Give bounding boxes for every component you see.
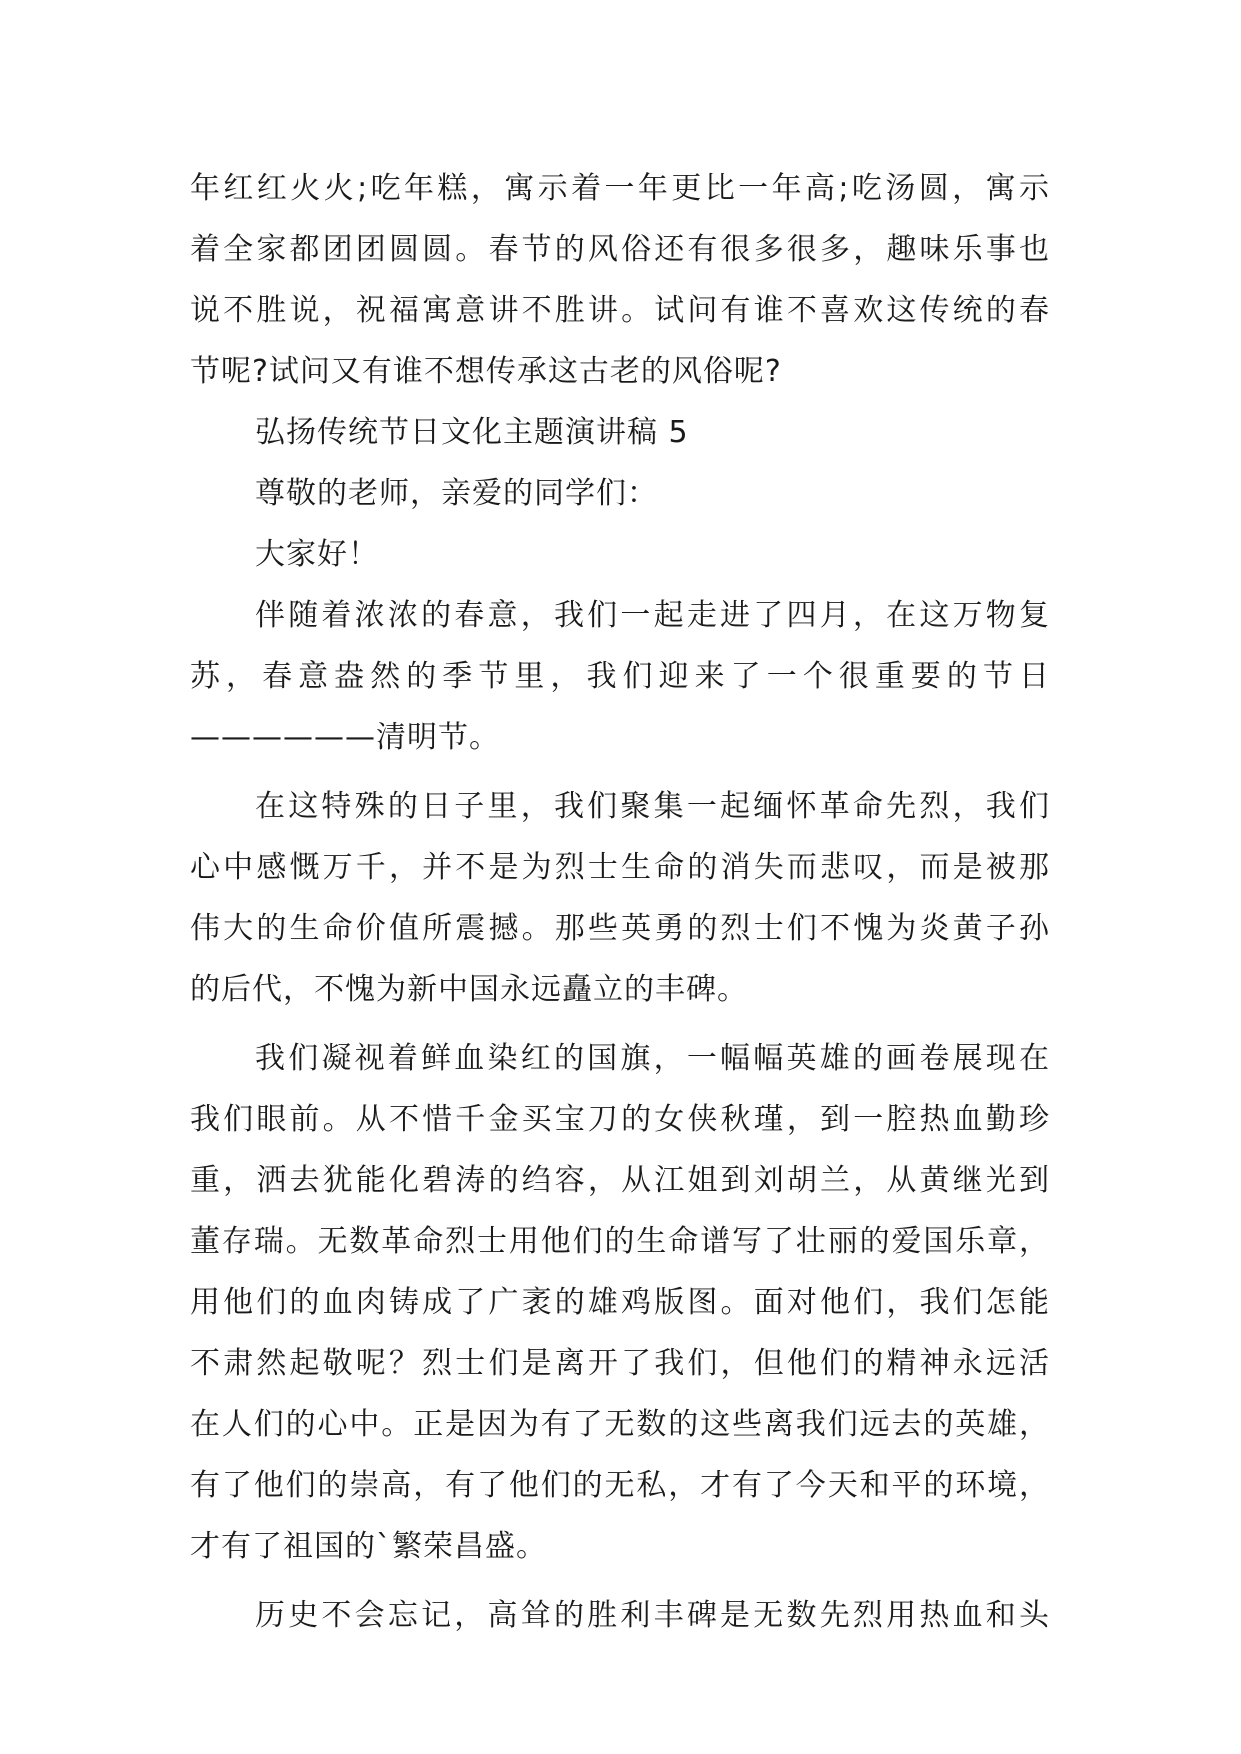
- paragraph-line: 苏，春意盎然的季节里，我们迎来了一个很重要的节日: [190, 659, 1050, 694]
- body-line: 节呢?试问又有谁不想传承这古老的风俗呢?: [190, 354, 782, 389]
- paragraph-line: 我们凝视着鲜血染红的国旗，一幅幅英雄的画卷展现在: [255, 1041, 1050, 1076]
- paragraph-line: 用他们的血肉铸成了广袤的雄鸡版图。面对他们，我们怎能: [190, 1285, 1050, 1320]
- greeting: 大家好！: [255, 537, 379, 572]
- section-title: 弘扬传统节日文化主题演讲稿 5: [255, 415, 689, 450]
- paragraph-line: 董存瑞。无数革命烈士用他们的生命谱写了壮丽的爱国乐章，: [190, 1224, 1050, 1259]
- paragraph-line: 伴随着浓浓的春意，我们一起走进了四月，在这万物复: [255, 598, 1050, 633]
- salutation: 尊敬的老师，亲爱的同学们：: [255, 476, 658, 511]
- paragraph-line: ——————清明节。: [190, 720, 500, 755]
- paragraph-line: 的后代，不愧为新中国永远矗立的丰碑。: [190, 972, 748, 1007]
- document-body: [190, 158, 1050, 1646]
- paragraph-line: 我们眼前。从不惜千金买宝刀的女侠秋瑾，到一腔热血勤珍: [190, 1102, 1050, 1137]
- paragraph-line: 伟大的生命价值所震撼。那些英勇的烈士们不愧为炎黄子孙: [190, 911, 1050, 946]
- paragraph-line: 在这特殊的日子里，我们聚集一起缅怀革命先烈，我们: [255, 789, 1050, 824]
- paragraph-line: 心中感慨万千，并不是为烈士生命的消失而悲叹，而是被那: [190, 850, 1050, 885]
- paragraph-line: 才有了祖国的`繁荣昌盛。: [190, 1529, 547, 1564]
- paragraph-line: 历史不会忘记，高耸的胜利丰碑是无数先烈用热血和头: [255, 1598, 1050, 1633]
- body-line: 年红红火火;吃年糕，寓示着一年更比一年高;吃汤圆，寓示: [190, 171, 1050, 206]
- paragraph-line: 有了他们的崇高，有了他们的无私，才有了今天和平的环境，: [190, 1468, 1050, 1503]
- body-line: 着全家都团团圆圆。春节的风俗还有很多很多，趣味乐事也: [190, 232, 1050, 267]
- paragraph-line: 在人们的心中。正是因为有了无数的这些离我们远去的英雄，: [190, 1407, 1050, 1442]
- paragraph-line: 重，洒去犹能化碧涛的绉容，从江姐到刘胡兰，从黄继光到: [190, 1163, 1050, 1198]
- paragraph-line: 不肃然起敬呢？烈士们是离开了我们，但他们的精神永远活: [190, 1346, 1050, 1381]
- body-line: 说不胜说，祝福寓意讲不胜讲。试问有谁不喜欢这传统的春: [190, 293, 1050, 328]
